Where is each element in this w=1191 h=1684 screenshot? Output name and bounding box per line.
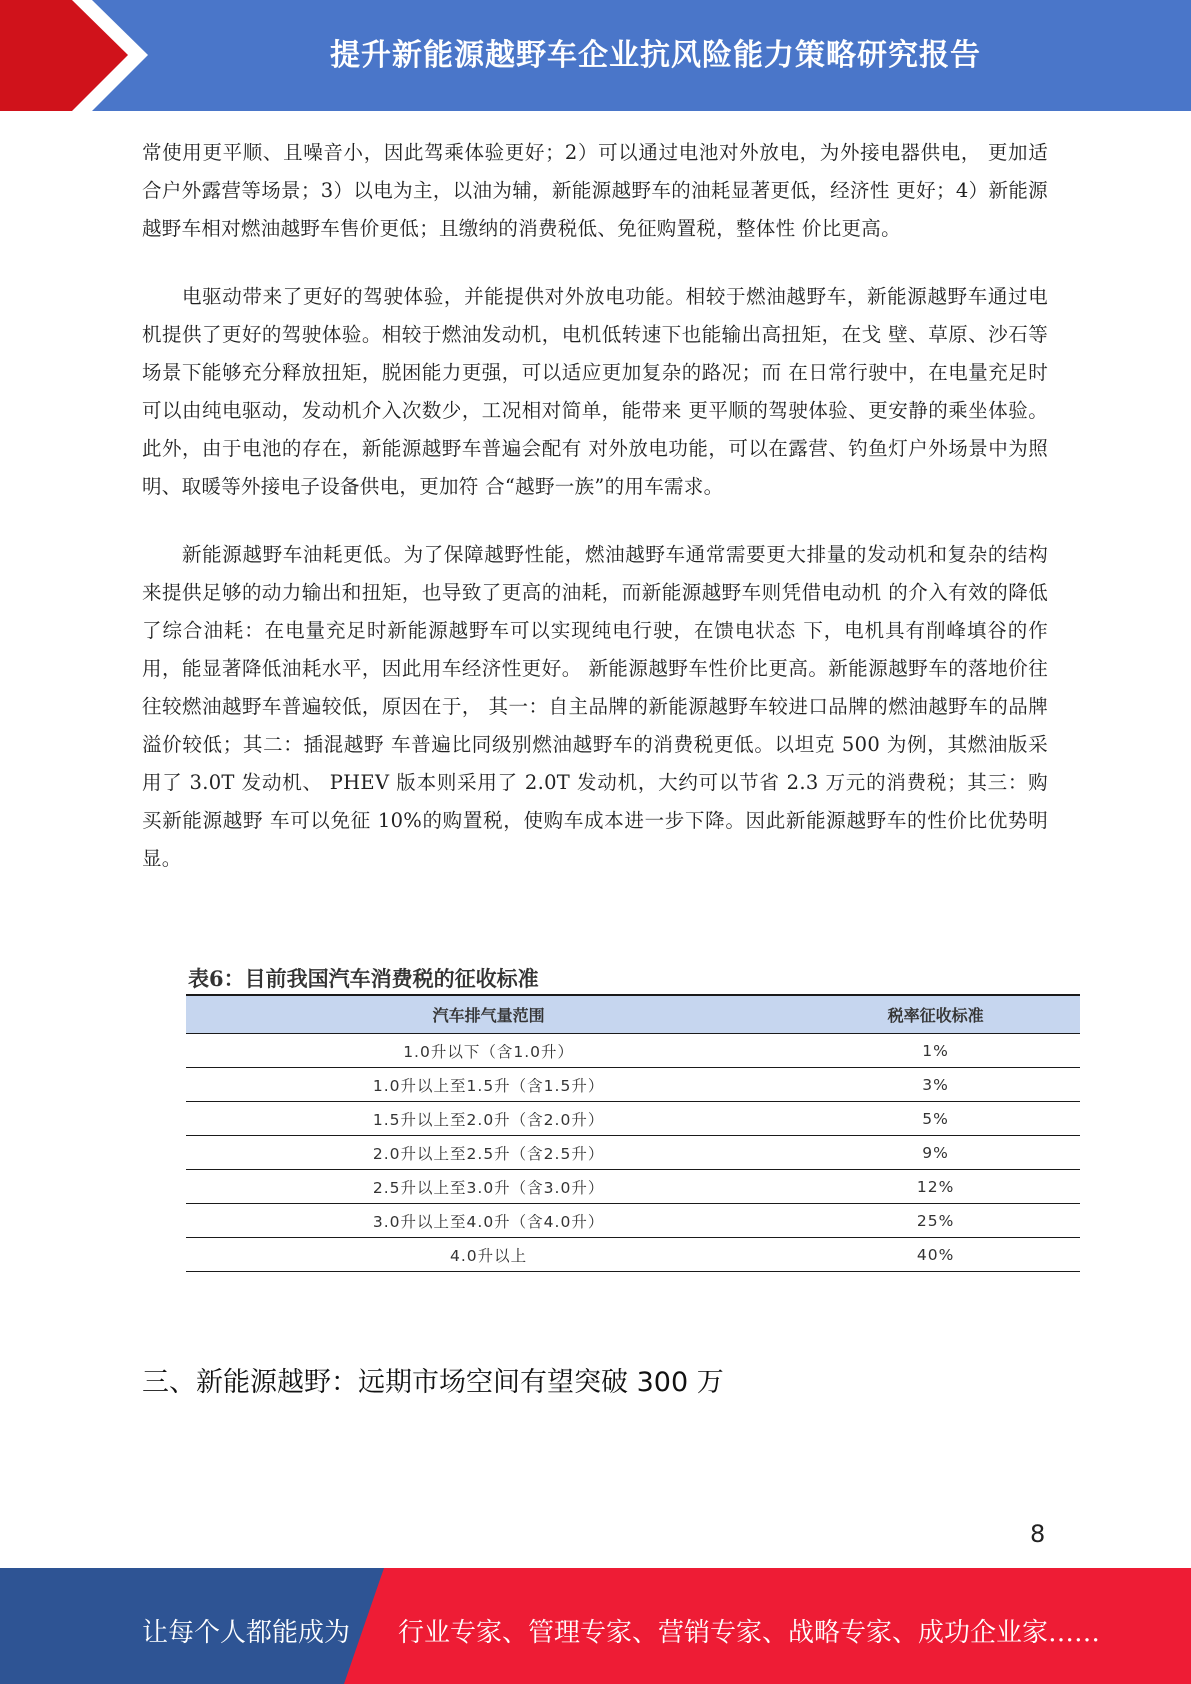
paragraph-2: 电驱动带来了更好的驾驶体验，并能提供对外放电功能。相较于燃油越野车，新能源越野车通过电机提供了更好的驾驶体验。相较于燃油发动机，电机低转速下也能输出高扭矩，在戈 壁、草原、沙石等场景下能够充分释放扭矩，脱困能力更强，可以适应更加复杂的路况；而 在日常行驶中，在电量充足时可以由纯电驱动，发动机介入次数少，工况相对简单，能带来 更平顺的驾驶体验、更安静的乘坐体验。此外，由于电池的存在，新能源越野车普遍会配有 对外放电功能，可以在露营、钓鱼灯户外场景中为照明、取暖等外接电子设备供电，更加符 合“越野一族”的用车需求。 — [142, 285, 1048, 498]
consumption-tax-table — [186, 994, 1080, 1272]
table-row — [186, 1136, 1080, 1170]
table-row — [186, 1170, 1080, 1204]
range-cell: 2.5升以上至3.0升（含3.0升） — [186, 1170, 791, 1204]
paragraph-3: 新能源越野车油耗更低。为了保障越野性能，燃油越野车通常需要更大排量的发动机和复杂的结构来提供足够的动力输出和扭矩，也导致了更高的油耗，而新能源越野车则凭借电动机 的介入有效的降低了综合油耗：在电量充足时新能源越野车可以实现纯电行驶，在馈电状态 下，电机具有削峰填谷的作用，能显著降低油耗水平，因此用车经济性更好。 新能源越野车性价比更高。新能源越野车的落地价往往较燃油越野车普遍较低，原因在于， 其一：自主品牌的新能源越野车较进口品牌的燃油越野车的品牌溢价较低；其二：插混越野 车普遍比同级别燃油越野车的消费税更低。以坦克 500 为例，其燃油版采用了 3.0T 发动机、 PHEV 版本则采用了 2.0T 发动机，大约可以节省 2.3 万元的消费税；其三：购买新能源越野 车可以免征 10%的购置税，使购车成本进一步下降。因此新能源越野车的性价比优势明显。 — [142, 543, 1048, 870]
rate-cell: 12% — [791, 1170, 1080, 1204]
rate-cell: 5% — [791, 1102, 1080, 1136]
rate-cell: 1% — [791, 1034, 1080, 1068]
range-cell: 2.0升以上至2.5升（含2.5升） — [186, 1136, 791, 1170]
table-row — [186, 1068, 1080, 1102]
body-text — [142, 134, 1048, 878]
section-heading: 三、新能源越野：远期市场空间有望突破 300 万 — [142, 1367, 724, 1398]
page-footer — [0, 1568, 1191, 1684]
footer-slogan-right: 行业专家、管理专家、营销专家、战略专家、成功企业家…… — [398, 1618, 1101, 1648]
range-cell: 4.0升以上 — [186, 1238, 791, 1272]
report-title: 提升新能源越野车企业抗风险能力策略研究报告 — [330, 38, 981, 73]
page-number: 8 — [1030, 1520, 1046, 1548]
range-cell: 1.0升以下（含1.0升） — [186, 1034, 791, 1068]
table-header-row — [186, 995, 1080, 1034]
paragraph-1: 常使用更平顺、且噪音小，因此驾乘体验更好；2）可以通过电池对外放电，为外接电器供电， 更加适合户外露营等场景；3）以电为主，以油为辅，新能源越野车的油耗显著更低，经济性 更好；4）新能源越野车相对燃油越野车售价更低；且缴纳的消费税低、免征购置税，整体性 价比更高。 — [142, 141, 1048, 240]
table-row — [186, 1204, 1080, 1238]
table-row — [186, 1102, 1080, 1136]
table-row — [186, 1034, 1080, 1068]
rate-cell: 3% — [791, 1068, 1080, 1102]
footer-slogan-left: 让每个人都能成为 — [142, 1618, 351, 1648]
range-cell: 1.0升以上至1.5升（含1.5升） — [186, 1068, 791, 1102]
table-caption: 表6：目前我国汽车消费税的征收标准 — [188, 966, 539, 991]
page-header — [0, 0, 1191, 111]
column-header-rate: 税率征收标准 — [791, 995, 1080, 1034]
rate-cell: 25% — [791, 1204, 1080, 1238]
column-header-range: 汽车排气量范围 — [186, 995, 791, 1034]
rate-cell: 40% — [791, 1238, 1080, 1272]
table-row — [186, 1238, 1080, 1272]
range-cell: 1.5升以上至2.0升（含2.0升） — [186, 1102, 791, 1136]
range-cell: 3.0升以上至4.0升（含4.0升） — [186, 1204, 791, 1238]
rate-cell: 9% — [791, 1136, 1080, 1170]
